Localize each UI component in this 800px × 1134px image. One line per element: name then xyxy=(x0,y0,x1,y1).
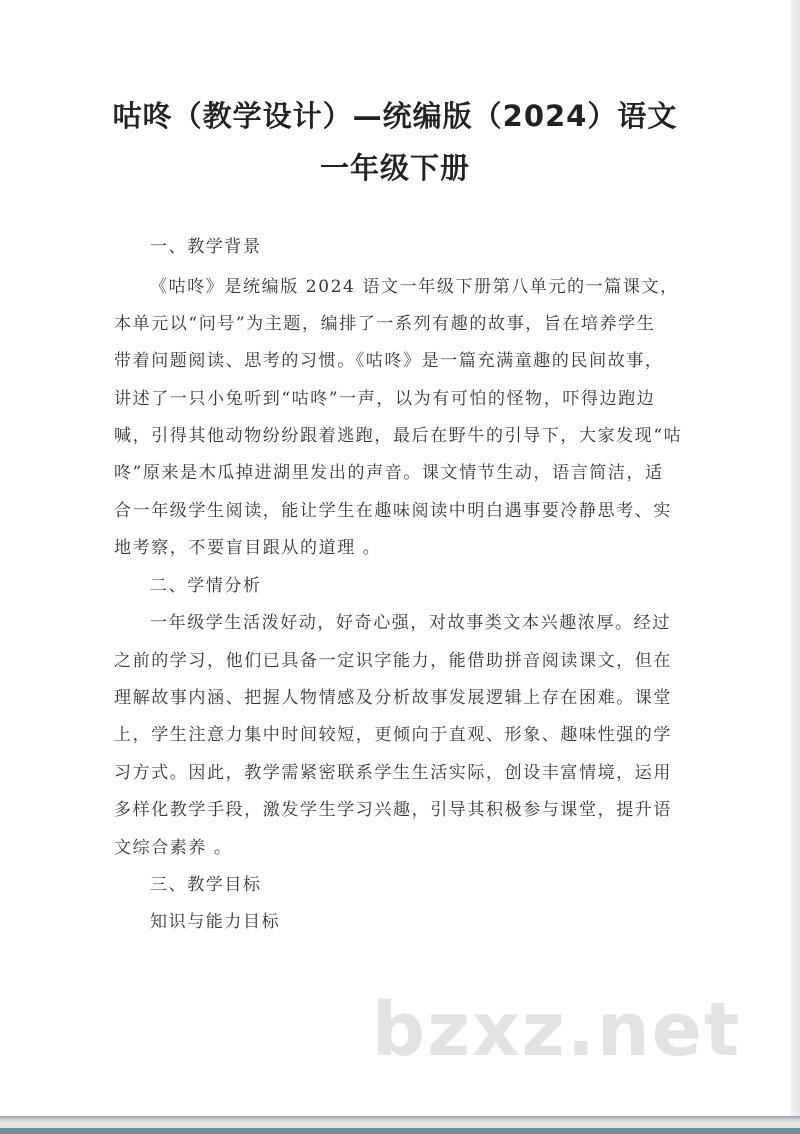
document-title-line-1: 咕咚（教学设计）—统编版（2024）语文 xyxy=(112,99,678,133)
paragraph-line: 咚”原来是木瓜掉进湖里发出的声音。课文情节生动，语言简洁，适 xyxy=(114,463,664,483)
paragraph-line: 文综合素养 。 xyxy=(114,838,233,858)
next-page-preview-strip xyxy=(0,1128,800,1134)
paragraph-line: 《咕咚》是统编版 2024 语文一年级下册第八单元的一篇课文， xyxy=(150,277,679,297)
page-edge-shadow xyxy=(790,0,800,1116)
paragraph-line: 理解故事内涵、把握人物情感及分析故事发展逻辑上存在困难。课堂 xyxy=(114,688,672,708)
paragraph-line: 本单元以“问号”为主题，编排了一系列有趣的故事，旨在培养学生 xyxy=(114,314,656,334)
paragraph-line: 讲述了一只小兔听到“咕咚”一声，以为有可怕的怪物，吓得边跑边 xyxy=(114,389,656,409)
paragraph-line: 一年级学生活泼好动，好奇心强，对故事类文本兴趣浓厚。经过 xyxy=(150,613,671,633)
paragraph-line: 多样化教学手段，激发学生学习兴趣，引导其积极参与课堂，提升语 xyxy=(114,800,672,820)
paragraph-line: 上，学生注意力集中时间较短，更倾向于直观、形象、趣味性强的学 xyxy=(114,725,672,745)
section-heading-analysis: 二、学情分析 xyxy=(150,576,262,596)
paragraph-line: 带着问题阅读、思考的习惯。《咕咚》是一篇充满童趣的民间故事， xyxy=(114,351,664,371)
document-title-line-2: 一年级下册 xyxy=(319,151,470,185)
section-heading-objectives: 三、教学目标 xyxy=(150,875,262,895)
paragraph-line: 喊，引得其他动物纷纷跟着逃跑，最后在野牛的引导下，大家发现“咕 xyxy=(114,426,683,446)
subheading-knowledge-ability: 知识与能力目标 xyxy=(150,912,281,932)
paragraph-line: 之前的学习，他们已具备一定识字能力，能借助拼音阅读课文，但在 xyxy=(114,651,672,671)
paragraph-line: 习方式。因此，教学需紧密联系学生生活实际，创设丰富情境，运用 xyxy=(114,763,672,783)
viewer-bottom-scrollbar-area[interactable] xyxy=(0,1116,800,1134)
paragraph-line: 地考察，不要盲目跟从的道理 。 xyxy=(114,538,382,558)
paragraph-line: 合一年级学生阅读，能让学生在趣味阅读中明白遇事要冷静思考、实 xyxy=(114,501,672,521)
section-heading-background: 一、教学背景 xyxy=(150,237,262,257)
watermark: bzxz.net xyxy=(372,987,742,1073)
